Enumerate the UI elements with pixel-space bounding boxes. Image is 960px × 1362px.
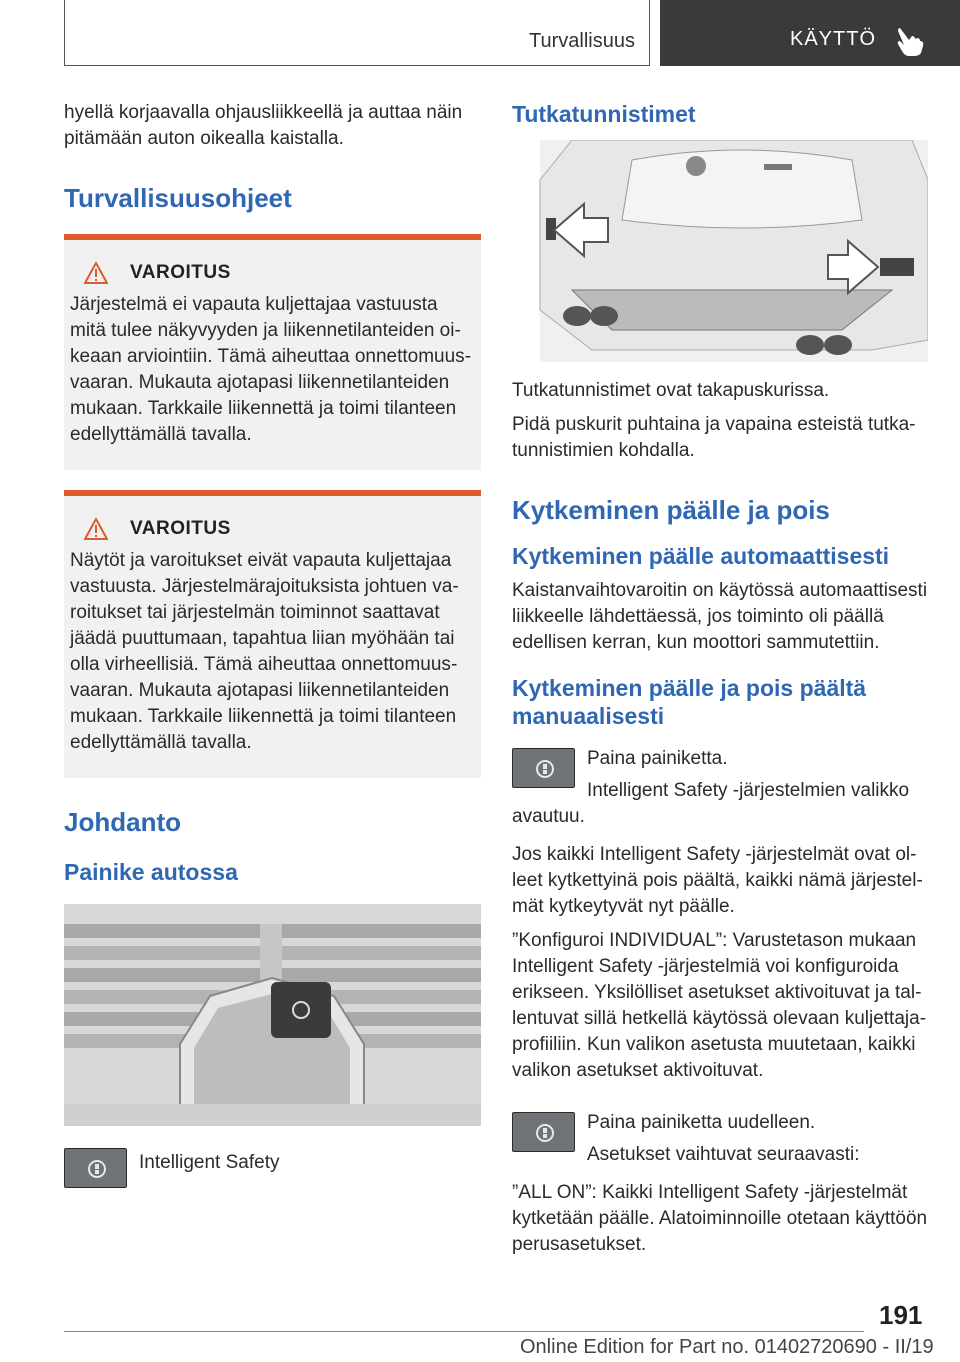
paragraph-2: ”Konfiguroi INDIVIDUAL”: Varustetason mukaan Intelligent Safety -järjestelmiä voi konfiguroida erikseen. Yksilölliset asetukset aktivoituvat ja tallentuvat sillä hetkellä käytössä olevaan kuljettajaprofiiliin. Kun valikon asetusta muutetaan, kaikki valikon asetukset aktivoituvat.	[512, 930, 927, 1081]
sensors-text-1: Tutkatunnistimet ovat takapuskurissa.	[512, 380, 830, 401]
step-1-text: Paina painiketta.	[587, 748, 728, 769]
step-1-result: Intelligent Safety -järjestelmien valikko avautuu.	[512, 780, 910, 827]
header-section-title: Turvallisuus	[529, 30, 635, 52]
auto-heading: Kytkeminen päälle automaattisesti	[512, 543, 890, 569]
footer-rule	[64, 1331, 864, 1332]
intelligent-safety-button-icon	[64, 1148, 127, 1188]
warning-box-1	[64, 234, 481, 470]
warning-text: Näytöt ja varoitukset eivät vapauta kuljettajaa vastuusta. Järjestelmärajoituksista johtuen varoitukset tai järjestelmän toiminnot saattavat jäädä puuttumaan, tapahtua liian myöhään tai olla virheellisiä. Tämä aiheuttaa onnettomuusvaaran. Mukauta ajotapasi liikennetilanteiden mukaan. Tarkkaile liikennettä ja toimi tilanteen edellyttämällä tavalla.	[70, 550, 459, 753]
pointing-hand-icon	[892, 24, 926, 58]
header-chapter-title: KÄYTTÖ	[790, 28, 877, 50]
safety-heading: Turvallisuusohjeet	[64, 183, 292, 213]
warning-title: VAROITUS	[130, 518, 231, 539]
warning-title-row	[70, 262, 473, 284]
intro-paragraph: hyellä korjaavalla ohjausliikkeellä ja auttaa näin pitämään auton oikealla kaistalla.	[64, 102, 463, 149]
edition-note: Online Edition for Part no. 01402720690 - II/19	[520, 1336, 934, 1358]
warning-box-2	[64, 490, 481, 778]
intelligent-safety-button-icon	[512, 748, 575, 788]
warning-title-row	[70, 518, 473, 540]
intro-heading: Johdanto	[64, 807, 181, 837]
button-caption-row	[64, 1146, 481, 1188]
manual-heading: Kytkeminen päälle ja pois päältä manuaalisesti	[512, 675, 867, 729]
header-chapter-box	[660, 0, 960, 66]
rear-bumper-photo	[512, 140, 928, 362]
sensors-text-2: Pidä puskurit puhtaina ja vapaina esteistä tutkatunnistimien kohdalla.	[512, 414, 916, 461]
paragraph-1: Jos kaikki Intelligent Safety -järjestelmät ovat olleet kytkettyinä pois päältä, kaikki nämä järjestelmät kytkeytyvät nyt päälle.	[512, 844, 923, 917]
warning-title: VAROITUS	[130, 262, 231, 283]
button-heading: Painike autossa	[64, 859, 238, 885]
step-2-row	[512, 1110, 928, 1176]
step-1-row	[512, 746, 928, 838]
warning-text: Järjestelmä ei vapauta kuljettajaa vastuusta mitä tulee näkyvyyden ja liikennetilanteiden oikeaan arviointiin. Tämä aiheuttaa onnettomuusvaaran. Mukauta ajotapasi liikennetilanteiden mukaan. Tarkkaile liikennettä ja toimi tilanteen edellyttämällä tavalla.	[70, 294, 472, 445]
onoff-heading: Kytkeminen päälle ja pois	[512, 495, 830, 525]
warning-triangle-icon	[84, 262, 108, 284]
paragraph-3: ”ALL ON”: Kaikki Intelligent Safety -järjestelmät kytketään päälle. Alatoiminnoille otetaan käyttöön perusasetukset.	[512, 1182, 928, 1255]
right-column	[512, 100, 928, 1266]
step-2-text: Paina painiketta uudelleen.	[587, 1112, 816, 1133]
left-column	[64, 100, 481, 1188]
intelligent-safety-button-icon	[512, 1112, 575, 1152]
auto-text: Kaistanvaihtovaroitin on käytössä automaattisesti liikkeelle lähdettäessä, jos toiminto oli päällä edellisen kerran, kun moottori sammutettiin.	[512, 580, 928, 653]
warning-triangle-icon	[84, 518, 108, 540]
button-caption: Intelligent Safety	[139, 1152, 280, 1173]
header-section-box	[64, 0, 650, 66]
step-2-result: Asetukset vaihtuvat seuraavasti:	[587, 1144, 860, 1165]
grille-button-photo	[64, 904, 481, 1126]
page-number: 191	[879, 1300, 923, 1330]
sensors-heading: Tutkatunnistimet	[512, 101, 696, 127]
